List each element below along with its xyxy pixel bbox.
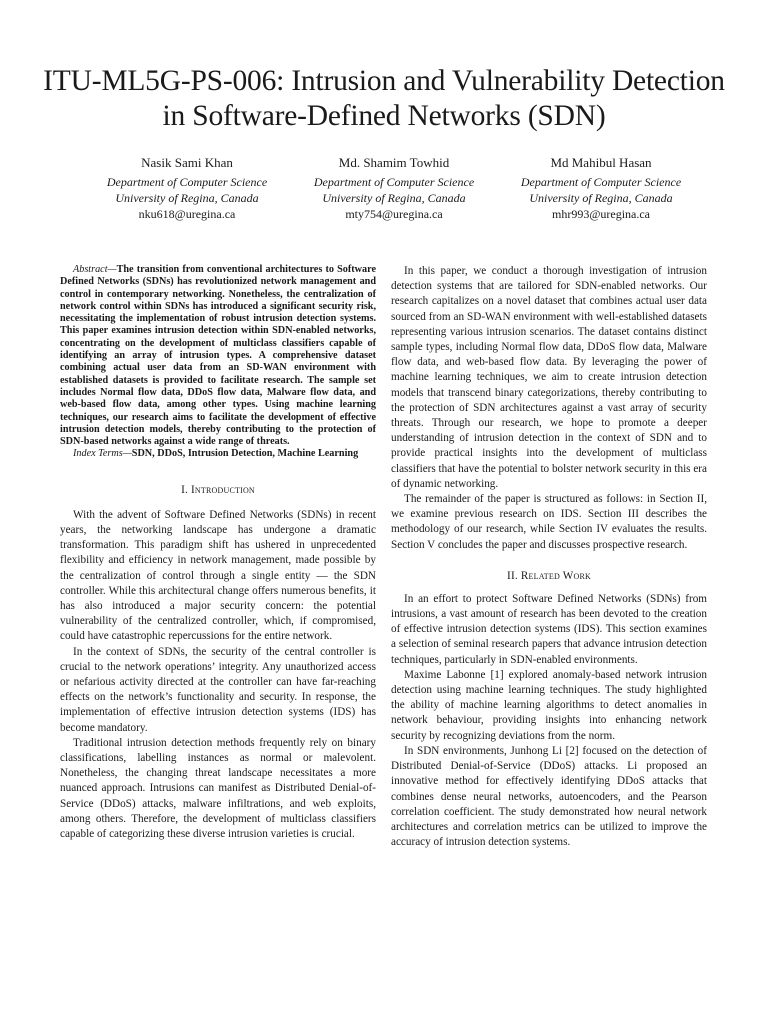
paragraph: With the advent of Software Defined Networks (SDNs) in recent years, the networking landscape has undergone a dramatic transformation. This paradigm shift has ushered in unprecedented flexibility and efficiency in network management, made possible by the centralization of control through a single entity — the SDN controller. While this architectural change offers numerous benefits, it has also introduced a major security concern: the potential vulnerability of the centralized controller, which, if compromised, could have catastrophic repercussions for the entire network. bbox=[60, 508, 376, 643]
author-email: mty754@uregina.ca bbox=[345, 207, 443, 221]
author-department: Department of Computer Science bbox=[313, 175, 475, 189]
author-email: mhr993@uregina.ca bbox=[551, 207, 650, 221]
author-email: nku618@uregina.ca bbox=[138, 207, 236, 221]
paper-title: ITU-ML5G-PS-006: Intrusion and Vulnerability Detection in Software-Defined Networks (SDN) bbox=[43, 65, 725, 132]
author-department: Department of Computer Science bbox=[520, 175, 682, 189]
author-name: Nasik Sami Khan bbox=[141, 155, 233, 170]
author-name: Md. Shamim Towhid bbox=[338, 155, 450, 170]
left-column bbox=[60, 264, 376, 842]
index-terms bbox=[60, 448, 376, 460]
author-1 bbox=[84, 155, 290, 222]
right-column bbox=[391, 264, 707, 850]
section-heading-related-work: II. Related Work bbox=[507, 569, 591, 582]
author-2 bbox=[291, 155, 497, 222]
author-university: University of Regina, Canada bbox=[529, 191, 673, 205]
paragraph: In the context of SDNs, the security of the central controller is crucial to the network operations’ integrity. Any unauthorized access or nefarious activity directed at the controller can have far-reaching effects on the network’s functionality and security. In response, the implementation of effective intrusion detection systems (IDS) has become mandatory. bbox=[60, 645, 376, 734]
abstract-lead: Abstract— bbox=[73, 264, 117, 275]
index-terms-text: SDN, DDoS, Intrusion Detection, Machine Learning bbox=[131, 448, 359, 460]
paragraph: Maxime Labonne [1] explored anomaly-based network intrusion detection using machine learning techniques. The study highlighted the ability of machine learning algorithms to detect anomalies in network behaviour, providing insights into enhancing network security by recognizing deviations from the norm. bbox=[391, 668, 707, 742]
abstract bbox=[60, 264, 376, 448]
section-heading-introduction: I. Introduction bbox=[181, 483, 255, 496]
index-terms-lead: Index Terms— bbox=[73, 448, 132, 460]
author-department: Department of Computer Science bbox=[106, 175, 268, 189]
paragraph: The remainder of the paper is structured as follows: in Section II, we examine previous research on IDS. Section III describes the methodology of our research, while Section IV evaluates the results. Section V concludes the paper and discusses prospective research. bbox=[391, 493, 707, 551]
author-university: University of Regina, Canada bbox=[115, 191, 259, 205]
abstract-text: The transition from conventional architectures to Software Defined Networks (SDNs) has revolutionized network management and control in contemporary networking. Nonetheless, the centralization of network control within SDNs has introduced a significant security risk, necessitating the implementation of robust intrusion detection systems. This paper examines intrusion detection within SDN-enabled networks, concentrating on the development of multiclass classifiers capable of identifying an array of intrusion types. A comprehensive dataset combining actual user data from an SD-WAN environment with established datasets is provided to facilitate research. The sample set includes Normal flow data, DDoS flow data, Malware flow data, and web-based flow data, among other types. Using machine learning techniques, our research aims to facilitate the development of effective intrusion detection models, thereby contributing to the protection of SDN-based networks against a wide range of threats. bbox=[60, 264, 376, 448]
author-university: University of Regina, Canada bbox=[322, 191, 466, 205]
author-name: Md Mahibul Hasan bbox=[550, 155, 652, 170]
paragraph: Traditional intrusion detection methods frequently rely on binary classifications, labelling instances as normal or malevolent. Nonetheless, the changing threat landscape necessitates a more nuanced approach. Intrusions can manifest as Distributed Denial-of-Service (DDoS) attacks, malware infiltrations, and web exploits, among others. Therefore, the development of multiclass classifiers capable of categorizing these diverse intrusion varieties is crucial. bbox=[60, 736, 376, 841]
paragraph: In an effort to protect Software Defined Networks (SDNs) from intrusions, a vast amount of research has been devoted to the creation of effective intrusion detection systems (IDS). This section examines a selection of seminal research papers that advance intrusion detection techniques, particularly in SDN-enabled environments. bbox=[391, 592, 707, 666]
paragraph: In this paper, we conduct a thorough investigation of intrusion detection systems that are tailored for SDN-enabled networks. Our research capitalizes on a novel dataset that combines actual user data sourced from an SD-WAN environment with well-established datasets representing various intrusion scenarios. The dataset contains distinct sample types, including Normal flow data, DDoS flow data, Malware flow data, and web-based flow data. By leveraging the power of machine learning techniques, we aim to create intrusion detection models that transcend binary categorizations, thereby contributing to the protection of SDN architectures against a vast array of security threats. Through our research, we hope to promote a deeper understanding of intrusion detection in the context of SDN and to provide practical insights into the development of multiclass classifiers that have the potential to bolster network security in this era of dynamic networking. bbox=[391, 265, 707, 490]
author-block bbox=[84, 155, 704, 222]
author-3 bbox=[498, 155, 704, 222]
paragraph: In SDN environments, Junhong Li [2] focused on the detection of Distributed Denial-of-Service (DDoS) attacks. Li proposed an innovative method for effectively identifying DDoS attacks that combines dense neural networks, autoencoders, and the Pearson correlation coefficient. The study demonstrated how neural network architectures and correlation metrics can be utilized to improve the accuracy of intrusion detection systems. bbox=[391, 744, 707, 849]
